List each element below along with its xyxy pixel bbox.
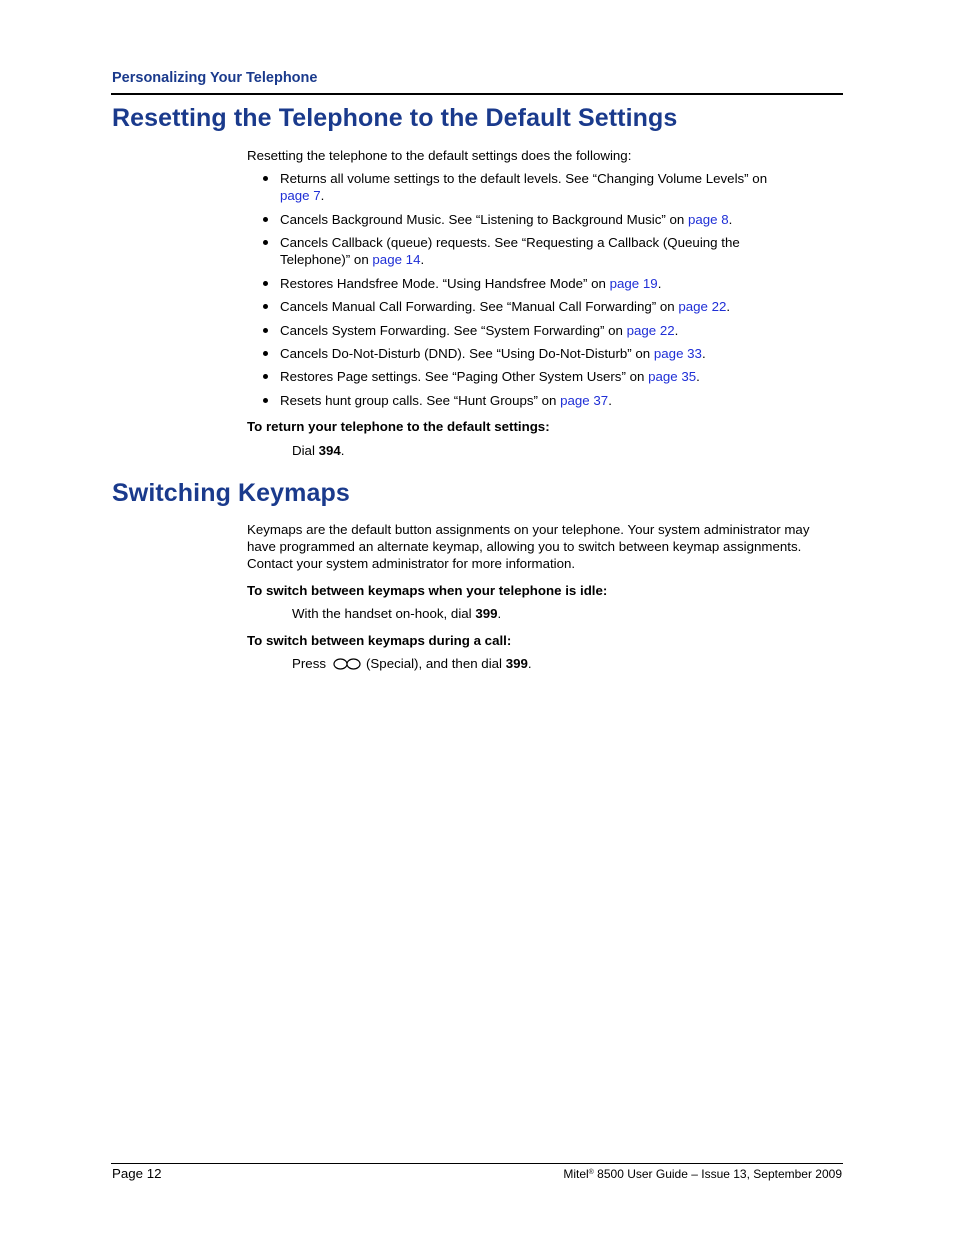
page-link[interactable]: page 33 (653, 346, 702, 361)
page-link[interactable]: page 14 (372, 252, 421, 267)
bullet-dot (263, 398, 268, 403)
footer-rule (111, 1163, 843, 1164)
bullet-text (280, 368, 810, 385)
reset-step (292, 442, 345, 459)
bullet-text (280, 345, 810, 362)
bullet-punctuation: . (726, 299, 731, 314)
keymaps-idle-heading: To switch between keymaps when your telephone is idle: (247, 583, 608, 598)
reset-step-suffix: . (340, 443, 345, 458)
call-step-middle: (Special), and then dial (366, 656, 506, 671)
page-link[interactable]: page 37 (560, 393, 609, 408)
keymaps-para-line1: Keymaps are the default button assignments on your telephone. Your system administrator may (247, 522, 810, 537)
special-key-icon (332, 657, 362, 675)
bullet-line1: Returns all volume settings to the default levels. See “Changing Volume Levels” on (280, 171, 768, 186)
page-link[interactable]: page 22 (678, 299, 727, 314)
bullet-punctuation: . (696, 369, 700, 384)
bullet-text (280, 170, 810, 204)
section-title-reset: Resetting the Telephone to the Default Settings (112, 104, 678, 132)
bullet-text (280, 298, 810, 315)
bullet-punctuation: . (320, 188, 325, 203)
page-link[interactable]: page 7 (280, 188, 321, 203)
bullet-line1: Cancels Background Music. See “Listening to Background Music” on (280, 212, 688, 227)
section-title-keymaps: Switching Keymaps (112, 479, 350, 507)
footer-page-number: Page 12 (112, 1166, 162, 1181)
header-rule (111, 93, 843, 95)
keymaps-call-heading: To switch between keymaps during a call: (247, 633, 512, 648)
call-step-code: 399 (505, 656, 528, 671)
running-header: Personalizing Your Telephone (112, 70, 318, 86)
footer-doc-title: 8500 User Guide – Issue 13, September 2009 (593, 1167, 842, 1181)
page-link[interactable]: page 19 (609, 276, 658, 291)
call-step-suffix: . (527, 656, 532, 671)
bullet-dot (263, 240, 268, 245)
bullet-text (280, 275, 810, 292)
bullet-dot (263, 281, 268, 286)
idle-step-code: 399 (475, 606, 498, 621)
footer-doc-info (563, 1167, 842, 1181)
bullet-text (280, 392, 810, 409)
page-link[interactable]: page 35 (648, 369, 697, 384)
bullet-line1: Cancels Do-Not-Disturb (DND). See “Using Do-Not-Disturb” on (280, 346, 654, 361)
bullet-line2: Telephone)” on (280, 252, 373, 267)
keymaps-call-step (292, 655, 532, 675)
keymaps-idle-step (292, 605, 501, 622)
idle-step-prefix: With the handset on-hook, dial (292, 606, 476, 621)
bullet-dot (263, 374, 268, 379)
page-link[interactable]: page 22 (626, 323, 675, 338)
bullet-line1: Cancels Manual Call Forwarding. See “Manual Call Forwarding” on (280, 299, 679, 314)
bullet-line1: Restores Handsfree Mode. “Using Handsfree Mode” on (280, 276, 610, 291)
bullet-dot (263, 304, 268, 309)
reset-procedure-heading: To return your telephone to the default settings: (247, 419, 550, 434)
bullet-text (280, 322, 810, 339)
bullet-dot (263, 176, 268, 181)
reset-step-prefix: Dial (292, 443, 319, 458)
keymaps-para-line3: Contact your system administrator for more information. (247, 556, 576, 571)
bullet-line1: Restores Page settings. See “Paging Other System Users” on (280, 369, 649, 384)
page-link[interactable]: page 8 (687, 212, 729, 227)
bullet-punctuation: . (657, 276, 662, 291)
bullet-punctuation: . (608, 393, 612, 408)
bullet-punctuation: . (420, 252, 425, 267)
footer-reg-mark: ® (588, 1169, 594, 1176)
bullet-dot (263, 217, 268, 222)
footer-brand: Mitel (563, 1167, 589, 1181)
bullet-punctuation: . (674, 323, 679, 338)
reset-intro: Resetting the telephone to the default settings does the following: (247, 148, 632, 163)
bullet-dot (263, 351, 268, 356)
bullet-text (280, 211, 810, 228)
bullet-line1: Cancels System Forwarding. See “System Forwarding” on (280, 323, 627, 338)
idle-step-suffix: . (497, 606, 502, 621)
bullet-punctuation: . (701, 346, 706, 361)
bullet-line1: Resets hunt group calls. See “Hunt Groups” on (280, 393, 561, 408)
bullet-text (280, 234, 810, 268)
keymaps-para-line2: have programmed an alternate keymap, allowing you to switch between keymap assignments. (247, 539, 802, 554)
call-step-prefix: Press (292, 656, 326, 671)
bullet-dot (263, 328, 268, 333)
bullet-line1: Cancels Callback (queue) requests. See “Requesting a Callback (Queuing the (280, 235, 740, 250)
reset-step-code: 394 (318, 443, 341, 458)
bullet-punctuation: . (728, 212, 733, 227)
